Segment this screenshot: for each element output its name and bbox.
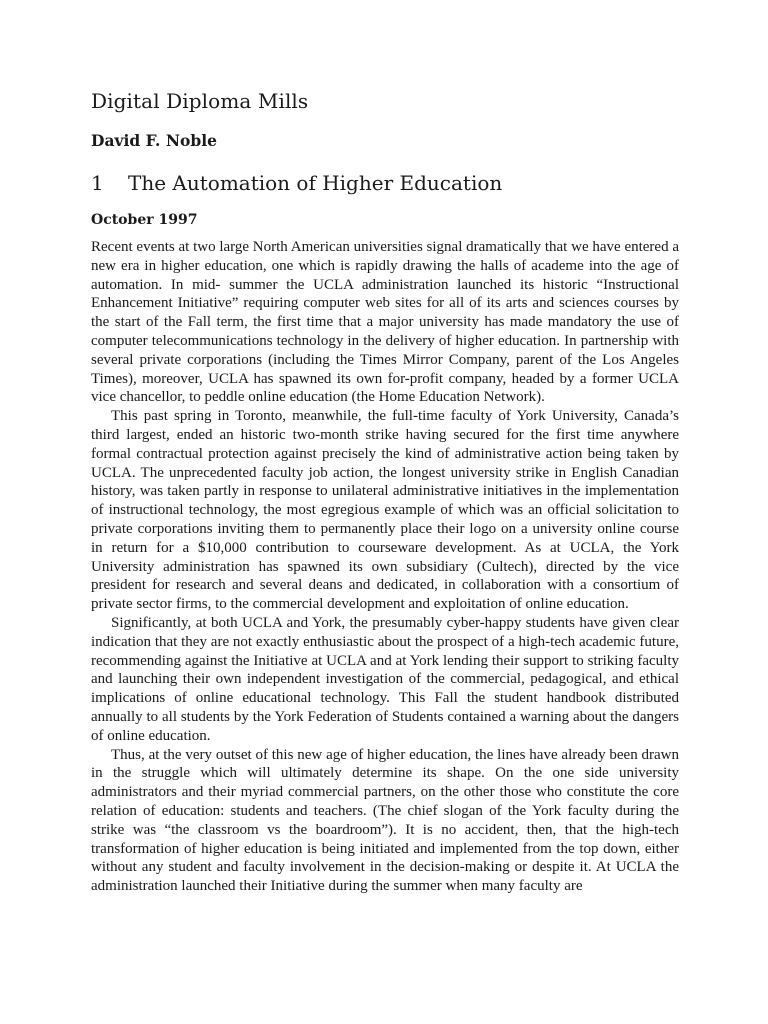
paragraph: Significantly, at both UCLA and York, the presumably cyber-happy students have given clear indication that they are not exactly enthusiastic about the prospect of a high-tech academic future, recommending against the Initiative at UCLA and at York lending their support to striking faculty and launching their own independent investigation of the commercial, pedagogical, and ethical implications of online educational technology. This Fall the student handbook distributed annually to all students by the York Federation of Students contained a warning about the dangers of online education. [91, 614, 679, 744]
document-page [91, 86, 679, 896]
document-title: Digital Diploma Mills [91, 89, 309, 113]
paragraph: Thus, at the very outset of this new age of higher education, the lines have already been drawn in the struggle which will ultimately determine its shape. On the one side university administrators and their myriad commercial partners, on the other those who constitute the core relation of education: students and teachers. (The chief slogan of the York faculty during the strike was “the classroom vs the boardroom”). It is no accident, then, that the high-tech transformation of higher education is being initiated and implemented from the top down, either without any student and faculty involvement in the decision-making or despite it. At UCLA the administration launched their Initiative during the summer when many faculty are [91, 746, 679, 895]
section-heading [91, 168, 679, 198]
section-title: The Automation of Higher Education [128, 171, 503, 195]
section-number: 1 [91, 171, 104, 195]
paragraph: This past spring in Toronto, meanwhile, the full-time faculty of York University, Canada’s third largest, ended an historic two-month strike having secured for the first time anywhere formal contractual protection against precisely the kind of administrative action being taken by UCLA. The unprecedented faculty job action, the longest university strike in English Canadian history, was taken partly in response to unilateral administrative initiatives in the implementation of instructional technology, the most egregious example of which was an official solicitation to private corporations inviting them to permanently place their logo on a university online course in return for a $10,000 contribution to courseware development. As at UCLA, the York University administration has spawned its own subsidiary (Cultech), directed by the vice president for research and several deans and dedicated, in collaboration with a consortium of private sector firms, to the commercial development and exploitation of online education. [91, 408, 679, 613]
paragraph: Recent events at two large North American universities signal dramatically that we have entered a new era in higher education, one which is rapidly drawing the halls of academe into the age of automation. In mid- summer the UCLA administration launched its historic “Instructional Enhancement Initiative” requiring computer web sites for all of its arts and sciences courses by the start of the Fall term, the first time that a major university has made mandatory the use of computer telecommunications technology in the delivery of higher education. In partnership with several private corporations (including the Times Mirror Company, parent of the Los Angeles Times), moreover, UCLA has spawned its own for-profit company, headed by a former UCLA vice chancellor, to peddle online education (the Home Education Network). [91, 239, 679, 406]
section-date: October 1997 [91, 212, 198, 228]
author-name: David F. Noble [91, 131, 217, 150]
body-text [91, 238, 679, 896]
